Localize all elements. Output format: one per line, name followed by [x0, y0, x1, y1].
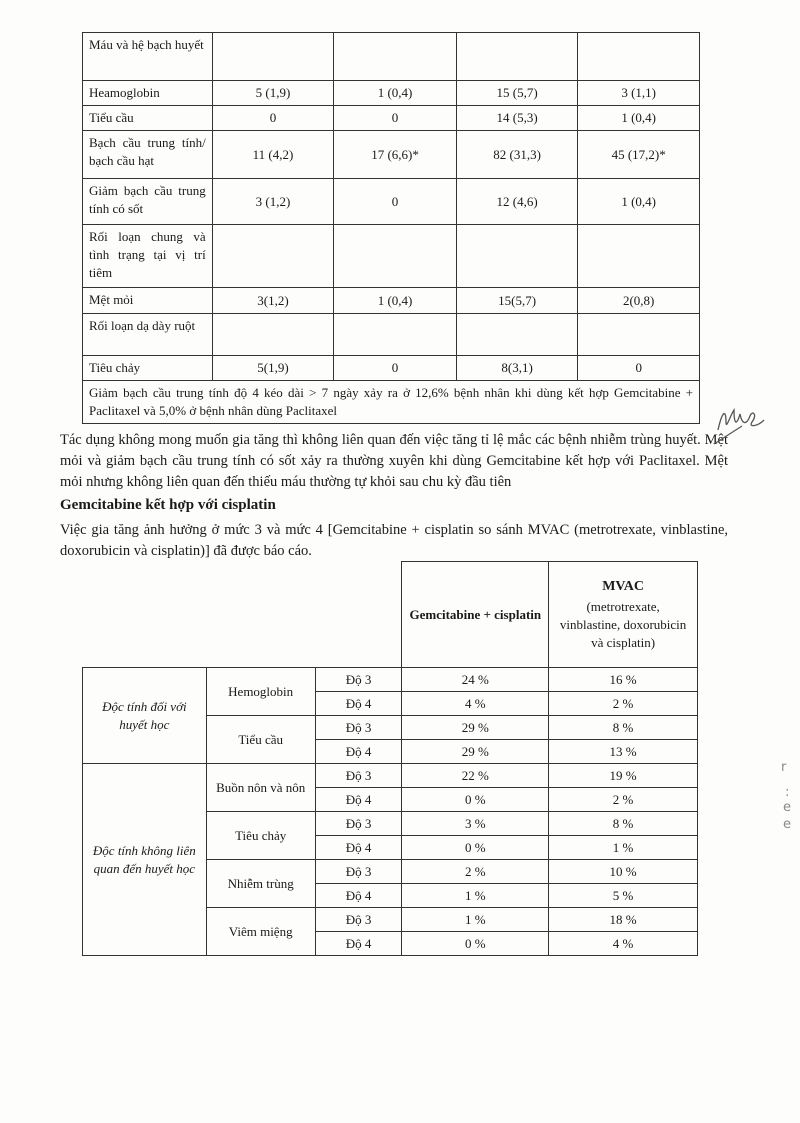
scan-artifact: r: [781, 760, 787, 775]
cell-value: 1 (0,4): [578, 179, 700, 225]
mvac-value: 2 %: [549, 788, 698, 812]
gem-value: 22 %: [402, 764, 549, 788]
body-paragraph: Việc gia tăng ảnh hưởng ở mức 3 và mức 4 [Gemcitabine + cisplatin so sánh MVAC (metrotrexate, vinblastine, doxorubicin và cisplatin)] đã được báo cáo.: [60, 522, 728, 559]
scan-artifact: e: [783, 817, 791, 832]
cell-value: [334, 33, 457, 81]
grade-label: Độ 3: [315, 860, 402, 884]
mvac-value: 10 %: [549, 860, 698, 884]
group-label: Độc tính đối với huyết học: [83, 668, 207, 764]
cell-value: 5 (1,9): [212, 81, 334, 106]
table-footnote: Giảm bạch cầu trung tính độ 4 kéo dài > 7 ngày xảy ra ở 12,6% bệnh nhân khi dùng kết hợp Gemcitabine + Paclitaxel và 5,0% ở bệnh nhân dùng Paclitaxel: [83, 381, 700, 424]
grade-label: Độ 4: [315, 788, 402, 812]
cell-value: 3(1,2): [212, 288, 334, 314]
grade-label: Độ 4: [315, 740, 402, 764]
row-label: Rối loạn dạ dày ruột: [83, 314, 213, 356]
gem-value: 4 %: [402, 692, 549, 716]
grade-label: Độ 4: [315, 884, 402, 908]
cell-value: [578, 33, 700, 81]
cell-value: [212, 225, 334, 288]
subgroup-label: Viêm miệng: [206, 908, 315, 956]
scan-artifact: e: [783, 800, 791, 815]
mvac-value: 16 %: [549, 668, 698, 692]
cell-value: 1 (0,4): [334, 288, 457, 314]
mvac-value: 5 %: [549, 884, 698, 908]
gem-value: 3 %: [402, 812, 549, 836]
table-row: [83, 764, 698, 788]
scan-artifact: :: [785, 785, 790, 800]
cell-value: [456, 314, 578, 356]
grade-label: Độ 3: [315, 908, 402, 932]
cell-value: 2(0,8): [578, 288, 700, 314]
gem-value: 24 %: [402, 668, 549, 692]
gem-value: 0 %: [402, 932, 549, 956]
cell-value: 0: [334, 106, 457, 131]
cell-value: 8(3,1): [456, 356, 578, 381]
blank-cell: [315, 562, 402, 668]
grade-label: Độ 4: [315, 932, 402, 956]
row-label: Bạch cầu trung tính/ bạch cầu hạt: [83, 131, 213, 179]
gem-value: 29 %: [402, 716, 549, 740]
mvac-value: 8 %: [549, 812, 698, 836]
grade-label: Độ 3: [315, 812, 402, 836]
cell-value: 45 (17,2)*: [578, 131, 700, 179]
cell-value: 0: [334, 356, 457, 381]
grade-label: Độ 4: [315, 692, 402, 716]
cell-value: 3 (1,1): [578, 81, 700, 106]
subgroup-label: Tiểu cầu: [206, 716, 315, 764]
cell-value: 3 (1,2): [212, 179, 334, 225]
cell-value: 0: [212, 106, 334, 131]
row-label: Giảm bạch cầu trung tính có sốt: [83, 179, 213, 225]
cell-value: [334, 225, 457, 288]
cell-value: [212, 33, 334, 81]
cell-value: 0: [334, 179, 457, 225]
cell-value: 1 (0,4): [334, 81, 457, 106]
blank-cell: [206, 562, 315, 668]
row-label: Tiểu cầu: [83, 106, 213, 131]
table-row: [83, 81, 700, 106]
mvac-value: 18 %: [549, 908, 698, 932]
gem-value: 2 %: [402, 860, 549, 884]
cell-value: [456, 33, 578, 81]
subgroup-label: Tiêu chảy: [206, 812, 315, 860]
gem-value: 1 %: [402, 908, 549, 932]
mvac-value: 2 %: [549, 692, 698, 716]
subgroup-label: Hemoglobin: [206, 668, 315, 716]
cell-value: [212, 314, 334, 356]
mvac-value: 4 %: [549, 932, 698, 956]
blank-cell: [83, 562, 207, 668]
mvac-value: 19 %: [549, 764, 698, 788]
cell-value: 17 (6,6)*: [334, 131, 457, 179]
gem-value: 29 %: [402, 740, 549, 764]
gem-value: 0 %: [402, 836, 549, 860]
row-label: Máu và hệ bạch huyết: [83, 33, 213, 81]
grade-label: Độ 3: [315, 668, 402, 692]
row-label: Mệt mỏi: [83, 288, 213, 314]
table-row: [83, 225, 700, 288]
row-label: Tiêu chảy: [83, 356, 213, 381]
section-heading: Gemcitabine kết hợp với cisplatin: [60, 497, 276, 513]
handwritten-initials: [712, 400, 772, 445]
grade-label: Độ 4: [315, 836, 402, 860]
cell-value: 5(1,9): [212, 356, 334, 381]
cell-value: 15 (5,7): [456, 81, 578, 106]
subgroup-label: Buồn nôn và nôn: [206, 764, 315, 812]
cell-value: 11 (4,2): [212, 131, 334, 179]
cell-value: 82 (31,3): [456, 131, 578, 179]
cell-value: [578, 225, 700, 288]
table-row: [83, 356, 700, 381]
cell-value: [456, 225, 578, 288]
column-header-gemcitabine: Gemcitabine + cisplatin: [402, 562, 549, 668]
mvac-value: 13 %: [549, 740, 698, 764]
row-label: Rối loạn chung và tình trạng tại vị trí tiêm: [83, 225, 213, 288]
gem-value: 1 %: [402, 884, 549, 908]
table-row: [83, 131, 700, 179]
column-header-mvac: [549, 562, 698, 668]
table-row: [83, 179, 700, 225]
table-row: [83, 668, 698, 692]
adverse-events-table: [82, 32, 700, 424]
body-paragraph: Tác dụng không mong muốn gia tăng thì không liên quan đến việc tăng tỉ lệ mắc các bệnh nhiễm trùng huyết. Mệt mỏi và giảm bạch cầu trung tính có sốt xảy ra thường xuyên khi dùng Gemcitabine kết hợp với Paclitaxel. Mệt mỏi nhưng không liên quan đến thiếu máu thường tự khỏi sau chu kỳ đầu tiên: [60, 432, 728, 490]
mvac-title: MVAC: [602, 578, 644, 594]
subgroup-label: Nhiễm trùng: [206, 860, 315, 908]
table-row: [83, 314, 700, 356]
grade-label: Độ 3: [315, 764, 402, 788]
mvac-value: 8 %: [549, 716, 698, 740]
cell-value: [334, 314, 457, 356]
table-row: [83, 106, 700, 131]
row-label: Heamoglobin: [83, 81, 213, 106]
gem-value: 0 %: [402, 788, 549, 812]
grade-label: Độ 3: [315, 716, 402, 740]
table-row: [83, 33, 700, 81]
table-footnote-row: [83, 381, 700, 424]
cell-value: 15(5,7): [456, 288, 578, 314]
cell-value: 0: [578, 356, 700, 381]
table-header-row: [83, 562, 698, 668]
cell-value: 14 (5,3): [456, 106, 578, 131]
cell-value: 12 (4,6): [456, 179, 578, 225]
group-label: Độc tính không liên quan đến huyết học: [83, 764, 207, 956]
cell-value: 1 (0,4): [578, 106, 700, 131]
cell-value: [578, 314, 700, 356]
mvac-value: 1 %: [549, 836, 698, 860]
toxicity-comparison-table: [82, 561, 698, 956]
table-row: [83, 288, 700, 314]
mvac-description: (metrotrexate, vinblastine, doxorubicin và cisplatin): [559, 598, 687, 650]
